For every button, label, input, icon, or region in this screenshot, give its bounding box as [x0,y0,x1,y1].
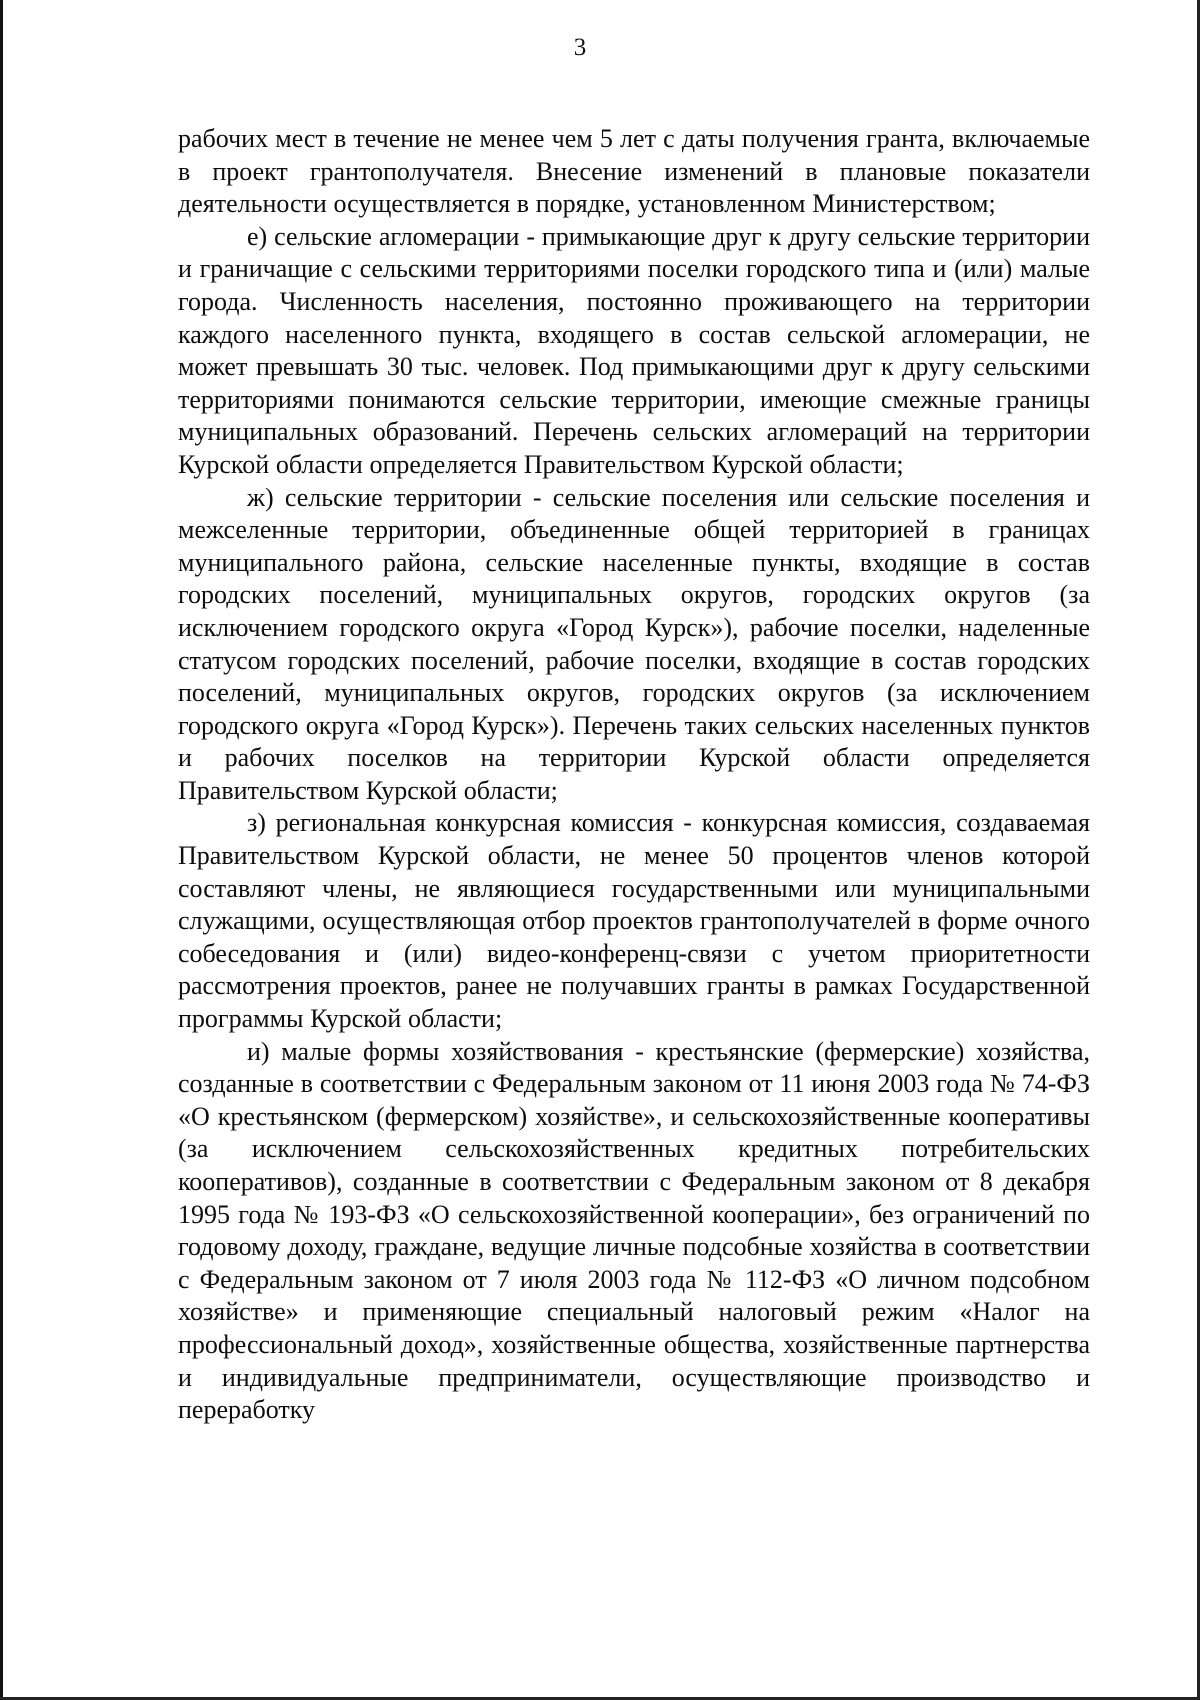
paragraph-rural-agglomerations: е) сельские агломерации - примыкающие друг к другу сельские территории и граничащие с сельскими территориями поселки городского типа и (или) малые города. Численность населения, постоянно проживающего на территории каждого населенного пункта, входящего в состав сельской агломерации, не может превышать 30 тыс. человек. Под примыкающими друг к другу сельскими территориями понимаются сельские территории, имеющие смежные границы муниципальных образований. Перечень сельских агломераций на территории Курской области определяется Правительством Курской области; [178,221,1090,479]
paragraph-regional-commission: з) региональная конкурсная комиссия - конкурсная комиссия, создаваемая Правительством Курской области, не менее 50 процентов членов которой составляют члены, не являющиеся государственными или муниципальными служащими, осуществляющая отбор проектов грантополучателей в форме очного собеседования и (или) видео-конференц-связи с учетом приоритетности рассмотрения проектов, ранее не получавших гранты в рамках Государственной программы Курской области; [178,808,1090,1034]
scan-left-edge [0,0,3,1700]
paragraph-small-business-forms: и) малые формы хозяйствования - крестьянские (фермерские) хозяйства, созданные в соответствии с Федеральным законом от 11 июня 2003 года № 74-ФЗ «О крестьянском (фермерском) хозяйстве», и сельскохозяйственные кооперативы (за исключением сельскохозяйственных кредитных потребительских кооперативов), созданные в соответствии с Федеральным законом от 8 декабря 1995 года № 193-ФЗ «О сельскохозяйственной кооперации», без ограничений по годовому доходу, граждане, ведущие личные подсобные хозяйства в соответствии с Федеральным законом от 7 июля 2003 года № 112-ФЗ «О личном подсобном хозяйстве» и применяющие специальный налоговый режим «Налог на профессиональный доход», хозяйственные общества, хозяйственные партнерства и индивидуальные предприниматели, осуществляющие производство и переработку [178,1036,1090,1425]
document-body [178,123,1090,1427]
paragraph-rural-territories: ж) сельские территории - сельские поселения или сельские поселения и межселенные территории, объединенные общей территорией в границах муниципального района, сельские населенные пункты, входящие в состав городских поселений, муниципальных округов, городских округов (за исключением городского округа «Город Курск»), рабочие поселки, наделенные статусом городских поселений, рабочие поселки, входящие в состав городских поселений, муниципальных округов, городских округов (за исключением городского округа «Город Курск»). Перечень таких сельских населенных пунктов и рабочих поселков на территории Курской области определяется Правительством Курской области; [178,482,1090,805]
page-number: 3 [573,34,587,61]
paragraph-continuation: рабочих мест в течение не менее чем 5 лет с даты получения гранта, включаемые в проект грантополучателя. Внесение изменений в плановые показатели деятельности осуществляется в порядке, установленном Министерством; [178,124,1090,219]
